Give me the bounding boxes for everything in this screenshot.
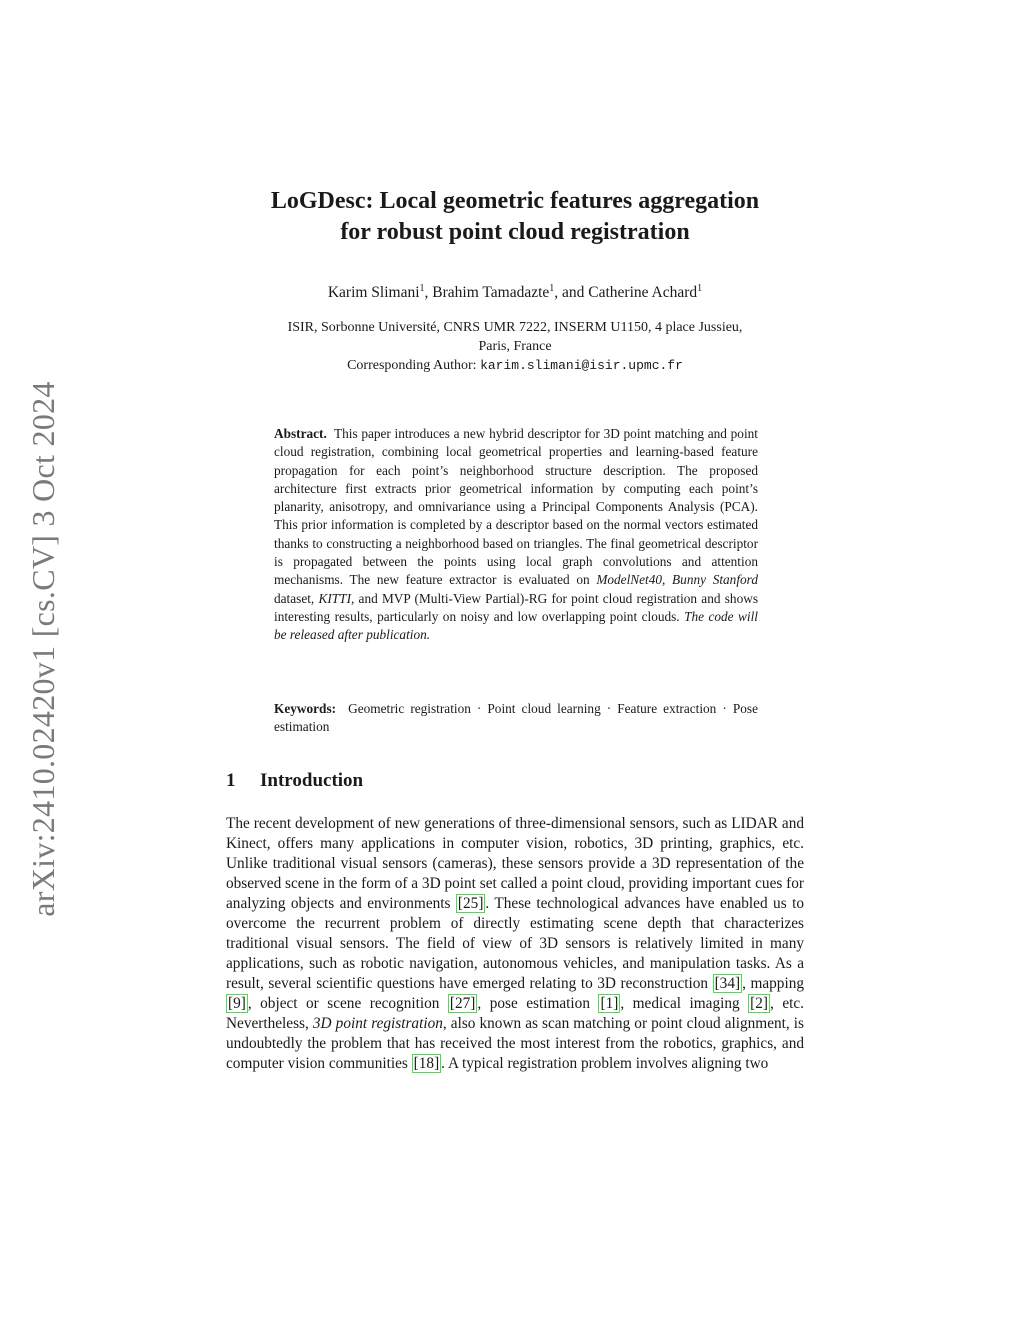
body-text: . A typical registration problem involves aligning two: [441, 1055, 769, 1072]
section-heading: [226, 770, 363, 792]
arxiv-stamp: arXiv:2410.02420v1 [cs.CV] 3 Oct 2024: [25, 381, 61, 917]
abstract-text: , and MVP (Multi-View Partial)-RG for point cloud registration and shows interesting results, particularly on noisy and low overlapping point clouds.: [274, 590, 758, 624]
citation-link[interactable]: [18]: [413, 1055, 440, 1072]
abstract-note: The code will be released after publication.: [274, 608, 758, 643]
corresponding-author: [220, 356, 810, 375]
author-name: Karim Slimani: [327, 284, 420, 302]
title-line-1: LoGDesc: Local geometric features aggregation: [270, 188, 760, 214]
author-affiliation-mark: 1: [697, 283, 703, 294]
body-text: , mapping: [742, 975, 804, 992]
author-list: [200, 283, 830, 302]
dataset-name: KITTI: [318, 590, 351, 606]
abstract: [274, 425, 758, 645]
affiliation-line: Paris, France: [478, 339, 552, 354]
abstract-text: This paper introduces a new hybrid descriptor for 3D point matching and point cloud registration, combining local geometrical properties and learning-based feature propagation for each point’s neighborhood structure description. The proposed architecture first extracts prior geometrical information by computing each point’s planarity, anisotropy, and omnivariance using a Principal Components Analysis (PCA). This prior information is completed by a descriptor based on the normal vectors estimated thanks to constructing a neighborhood based on triangles. The final geometrical descriptor is propagated between the points using local graph convolutions and attention mechanisms. The new feature extractor is evaluated on: [274, 426, 758, 588]
body-text: . These technological advances have enabled us to overcome the recurrent problem of directly estimating scene depth that characterizes traditional visual sensors. The field of view of 3D sensors is relatively limited in many applications, such as robotic navigation, autonomous vehicles, and manipulation tasks. As a result, several scientific questions have emerged relating to 3D reconstruction: [226, 895, 804, 992]
body-text: , pose estimation: [477, 995, 599, 1012]
keywords-label: Keywords:: [274, 701, 337, 716]
author-name: Catherine Achard: [588, 284, 698, 302]
body-text: The recent development of new generations of three-dimensional sensors, such as LIDAR and Kinect, offers many applications in computer vision, robotics, 3D printing, graphics, etc. Unlike traditional visual sensors (cameras), these sensors provide a 3D representation of the observed scene in the form of a 3D point set called a point cloud, providing important cues for analyzing objects and environments: [226, 815, 804, 912]
affiliation-line: ISIR, Sorbonne Université, CNRS UMR 7222, INSERM U1150, 4 place Jussieu,: [287, 320, 743, 335]
abstract-label: Abstract.: [274, 426, 327, 441]
paper-title: [200, 186, 830, 248]
section-number: 1: [226, 770, 236, 791]
body-text: , also known as scan matching or point cloud alignment, is undoubtedly the problem that has received the most interest from the robotics, graphics, and computer vision communities: [226, 1015, 804, 1072]
corresponding-label: Corresponding Author:: [347, 358, 477, 373]
author-affiliation-mark: 1: [549, 283, 555, 294]
body-text: , object or scene recognition: [247, 995, 448, 1012]
citation-link[interactable]: [34]: [714, 975, 741, 992]
title-line-2: for robust point cloud registration: [340, 219, 690, 245]
citation-link[interactable]: [2]: [750, 995, 769, 1012]
keywords-text: Geometric registration · Point cloud learning · Feature extraction · Pose estimation: [274, 701, 758, 735]
affiliation-block: [220, 318, 810, 375]
author-separator: , and: [554, 284, 589, 302]
abstract-text: dataset,: [274, 590, 319, 606]
citation-link[interactable]: [1]: [600, 995, 619, 1012]
email-link[interactable]: karim.slimani@isir.upmc.fr: [480, 358, 683, 373]
emphasis-text: 3D point registration: [312, 1015, 443, 1032]
citation-link[interactable]: [25]: [457, 895, 484, 912]
citation-link[interactable]: [9]: [228, 995, 246, 1012]
section-title: Introduction: [260, 770, 364, 791]
abstract-text: ,: [662, 572, 673, 588]
body-text: , etc. Nevertheless,: [226, 995, 804, 1032]
dataset-name: Bunny Stanford: [672, 572, 759, 588]
keywords: [274, 700, 758, 737]
dataset-name: ModelNet40: [596, 572, 663, 588]
citation-link[interactable]: [27]: [449, 995, 476, 1012]
intro-paragraph: [226, 814, 804, 1074]
author-name: Brahim Tamadazte: [432, 284, 550, 302]
author-separator: ,: [424, 284, 433, 302]
author-affiliation-mark: 1: [419, 283, 425, 294]
body-text: , medical imaging: [620, 995, 749, 1012]
